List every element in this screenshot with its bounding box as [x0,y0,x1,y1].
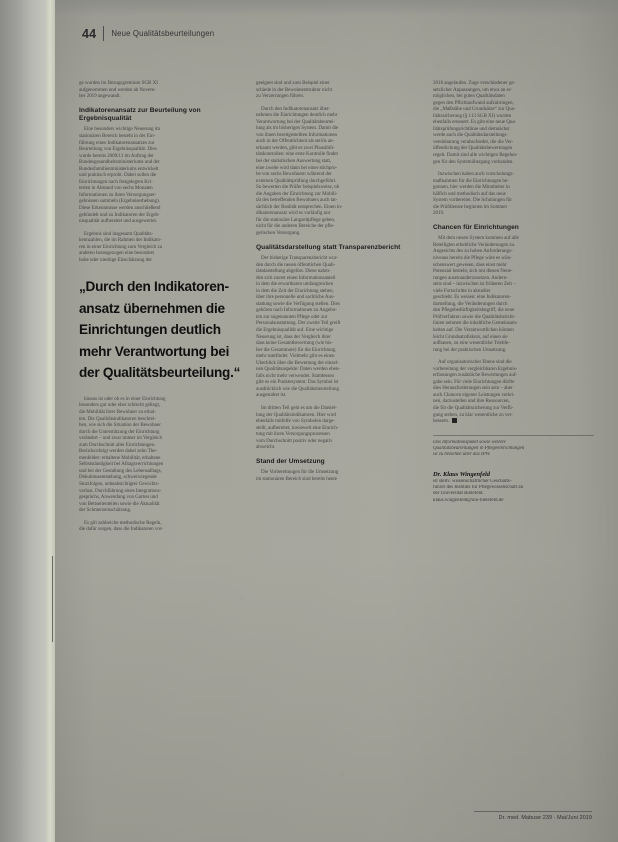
text-line: erfassungen zusätzliche Bewertungen auf- [433,372,518,379]
text-line: ge wurden im Bezugsgremium SGB XI [79,80,158,86]
column-2 [256,80,417,780]
para-column2-continuation [256,80,417,100]
text-line: Potenzial besteht, sich mit diesen Neue- [433,268,513,275]
text-line: abweicht. [256,444,276,451]
pull-quote [79,276,240,384]
pull-quote-line: mehr Verantwortung bei [79,343,230,359]
author-name: Dr. Klaus Wingenfeld [433,470,490,478]
text-line: die dafür sorgen, dass die Indikatoren vor- [79,526,164,533]
author-bio-line: führer des Instituts für Pflegewissenschaft an [433,485,524,491]
text-line: und praktisch erprobt. Dabei sollen die [79,172,157,179]
author-bio [433,479,594,504]
text-line: gesprächs, Anwendung von Gurten und [79,494,158,501]
page-number: 44 [82,26,97,41]
text-line: ausgestaltet ist. [256,392,287,399]
author-bio-line: der Universität Bielefeld. [433,491,484,497]
text-line: 2019. [433,210,445,217]
text-line: dass keine Gesamtbewertung (wie bis- [256,340,333,347]
text-line: den sich zuerst einen Informationsanteil [256,274,336,281]
text-line: Einrichtungen nach festgelegten Kri- [79,178,153,185]
para-continuation [79,80,240,100]
footer-rule [474,811,592,812]
text-line: schenswert gewesen, dass einst mehr [433,261,507,268]
text-line: den durch die neuen öffentlichen Quali- [256,261,336,268]
text-line: aufgenommen und werden ab Novem- [79,86,156,93]
text-line: öffentlichung der Qualitätsbewertungen [433,145,513,152]
text-line: Ergebnis sind insgesamt Qualitäts- [84,230,154,237]
column-1 [79,80,240,780]
text-line: Personalausstattung. Der zweite Teil greift [256,320,341,327]
running-head-divider [103,26,104,41]
text-line: wurde bereits 2009/11 im Auftrag der [79,152,154,159]
text-line: verändert – und zwar immer im Vergleich [79,435,163,442]
text-line: nen Qualitätsaspekte: Daten werden eben- [256,366,340,373]
text-line: den Pflegebedürftigkeitsbegriff, die neue [433,307,515,314]
scan-left-shadow [0,0,52,842]
text-line: schiede in der Bewohnerstruktur nicht [256,86,332,93]
text-line: nicht für die anderen Bereiche der pfle- [256,223,335,230]
text-line: niveaus bereits die Pflege wäre es wün- [433,254,512,261]
text-line: geschieht. Es weisen: eine Indikatoren- [433,294,511,301]
text-line: Neuerung ist, dass der Vergleich ihrer [256,333,331,340]
text-line: lung der Qualitätsindikatoren. Hier wird [256,411,336,418]
page-top-shadow [55,0,618,16]
text-line: die Angaben der Einrichtung zur Mobili- [256,190,338,197]
text-line: zum Durchschnitt aller Einrichtungen. [79,441,156,448]
text-line: von ihnen bereitgestellten Informationen [256,131,338,138]
para-indikatoren-2 [79,231,240,264]
text-line: vorbereitung der vergleichbaren Ergebnis- [433,365,518,372]
text-line: lung als im bisherigen System. Damit die [256,125,339,132]
text-line: auch Chancen eigener Leistungen verlei- [433,391,515,398]
text-line: stattung sowie die Verfügung stellen. Dies [256,300,340,307]
text-line: dikatorenansatz wird es vorläufig nur [256,210,331,217]
text-line: Auf organisatorischer Ebene sind die [438,359,512,366]
text-line: gehören nach Informationen zu Angebo- [256,307,337,314]
text-line: her die Gesamtnote) für die Einrichtung [256,346,336,353]
text-line: Sturzfolgen, unbeabsichtigter Gewichts- [79,481,160,487]
magazine-page [55,0,618,842]
text-line: externen Qualitätsprüfung durchgeführt. [256,177,337,184]
text-line: aufbauen, zu eine wesentliche Triebfe- [433,340,510,347]
text-line: die Prüfdienste beginnen im Sommer [433,203,508,210]
text-line: vom Durchschnitt positiv oder negativ [256,437,333,444]
text-line: hinaus ist oder ob es in einer Einrichtung [84,395,166,402]
text-line: gebnissen sammeln (Ergebniserhebung). [79,198,160,205]
text-line: gegen den Pflichtaufwand aufzubringen, [433,99,514,106]
text-line: keiten auf. Die Verantwortlichen können [433,327,514,333]
text-line: Überblick über die Bewertung der einzel- [256,359,339,366]
text-line: tung mit ihren Versorgungsprozessen [256,431,330,438]
text-line: Durch den Indikatorenansatz über- [261,105,331,112]
text-line: Bundesgesundheitsministeriums und der [79,159,160,166]
text-line: geeignet sind und zum Beispiel einer [256,80,330,86]
text-line: System vorbereitet. Die Schulungen für [433,197,512,204]
text-line: litätsprüfungsrichtlinie und demnächst [433,125,510,132]
text-line: über ihre personelle und sachliche Aus- [256,294,335,301]
text-line: terien in Abstand von sechs Monaten [79,185,153,192]
text-line: ten zur sogenannten Pflege oder zur [256,313,328,320]
text-line: setzlicher Anpassungen, um etwa an er- [433,86,512,93]
text-line: ebenfalls erneuert. Es gibt eine neue Qua- [433,119,517,126]
text-line: die Mobilität ihrer Bewohner zu erhal- [79,408,156,415]
text-line: gerischen Versorgung. [256,230,301,237]
text-line: 2018 angelaufen. Zuge verschiedener ge- [433,80,516,86]
article-columns [79,80,595,780]
text-line: sächlich der Realität entsprechen. Einen in- [256,203,343,210]
text-line: nisqualität aufbereitet und ausgewertet. [79,218,158,225]
text-line: Beteiligten erhebliche Veränderungen zu. [433,241,516,248]
text-line: dies Herausforderungen sein sein – aber [433,385,513,392]
text-line: Inzwischen haben auch vorschulungs- [438,171,514,178]
text-line: darstellung, die Veränderungen durch [433,300,508,307]
text-line: tätsdarstellung abgelöst. Diese nahm- [256,268,331,275]
text-line: und bei der Gestaltung des Lebensalltags, [79,467,162,474]
text-line: ren in einer Einrichtung zum Vergleich zu [79,243,163,250]
running-head [82,26,214,41]
text-line: litätssicherung (§ 113 SGB XI) wurden [433,112,512,119]
credit-note-line: ist zu beziehen über das IPW. [433,451,491,457]
text-line: rung bei der praktischen Umsetzung. [433,346,507,353]
text-line: mehr stattfindet. Vielmehr gibt es einen [256,353,335,360]
text-line: der Schmerzeinschätzung. [79,507,132,514]
text-line: gibt es ein Punktesystem: Das Symbol ist [256,379,339,386]
text-line: in dem die erwartbaren umfangreichen [256,281,334,288]
spine-crease-line [52,556,53,642]
text-line: menfelder: erhaltene Mobilität, erhaltene [79,454,161,461]
text-line: zu Verzerrungen führen. [256,93,305,100]
text-line: Mit dem neuen System kommen auf alle [438,235,519,242]
running-head-title: Neue Qualitätsbeurteilungen [111,29,215,38]
text-line: rungen auseinanderzusetzen. Andern- [433,274,508,281]
text-line: gung stehen, zu klar wesentliche zu ver- [433,411,513,418]
text-line: Es gilt zahlreiche methodische Regeln, [84,519,162,526]
text-line: be von sechs Bewohnern während der [256,171,332,178]
pull-quote-line: Einrichtungen deutlich [79,322,221,338]
para-transparenz-1 [256,255,417,399]
text-line: hälfich und methodisch auf das neue [433,190,506,197]
para-chancen-1 [433,235,594,353]
text-line: Dekubitusentstehung, schwerwiegende [79,474,157,481]
text-line: die Ergebnisqualität auf. Eine wichtige [256,327,334,333]
text-line: bei der statistischen Auswertung statt, [256,158,332,165]
text-line: die „Maßstäbe und Grundsätze“ zur Qua- [433,106,516,113]
text-line: die für die Qualitätssicherung zur Verfü- [433,405,514,412]
text-line: kennzahlen, die im Rahmen der Indikato- [79,237,162,244]
text-line: viele Fortschritte in aktueller [433,287,491,294]
para-indikatoren-3 [79,396,240,514]
text-line: vereinbarung verabschiedet, die die Ver- [433,138,514,145]
text-line: linien nehmen die inhaltliche Gemeinsam- [433,320,518,327]
text-line: Berücksichtigt werden dabei zehn The- [79,448,158,455]
heading-qualitaetsdarstellung: Qualitätsdarstellung statt Transparenzbericht [256,243,401,251]
text-line: nehmen die Einrichtungen deutlich mehr [256,112,338,119]
text-line: bessern. [433,418,594,425]
page-footer: Dr. med. Mabuse 239 · Mai/Juni 2019 [498,815,592,821]
pull-quote-line: der Qualitätsbeurteilung.“ [79,365,241,381]
text-line: Eine besonders wichtige Neuerung im [84,126,161,133]
text-line: gebündelt und zu Indikatoren der Ergeb- [79,211,160,218]
text-line: erkannt werden, gibt es zwei Plausibili- [256,144,335,151]
end-of-article-marker [452,418,457,423]
para-indikatoren-4 [79,520,240,533]
text-line: leicht Grundsatzdiskurs, auf einen sie [433,333,508,340]
text-line: ber 2019 angewandt. [79,93,121,100]
text-line: seits sind – inzwischen ist früheren Zeit – [433,281,516,288]
text-line: Im dritten Teil geht es um die Darstel- [261,405,337,412]
para-vorbereitung [433,171,594,217]
text-line: tätskontrollen: eine erste Kontrolle findet [256,151,338,158]
text-line: Angesichts des zu hohen Anforderungs- [433,248,513,255]
text-line: Diese Erkenntnisse werden anschließend [79,205,161,212]
text-line: So bewerten die Prüfer beispielsweise, ob [256,184,340,191]
text-line: falls nicht mehr verwendet. Stattdessen [256,372,334,379]
text-line: stationären Bereich besteht in der Ein- [79,133,156,139]
text-line: gen für den Systemübergang vorhanden. [433,158,514,165]
column-3 [433,80,594,780]
text-line: gabe sein. Für viele Einrichtungen dürfte [433,378,515,385]
text-line: Verantwortung bei der Qualitätsbeurtei- [256,118,336,125]
text-line: ausdrücklich wie die Qualitätsbeurteilung [256,385,339,392]
heading-stand-umsetzung: Stand der Umsetzung [256,457,325,465]
author-block [433,471,594,504]
text-line: auch in der Öffentlichkeit als seriös an- [256,138,335,145]
pull-quote-line: „Durch den Indikatoren- [79,279,229,295]
text-line: Die Vorbereitungen für die Umsetzung [261,469,339,476]
text-line: durch die Unterstützung der Einrichtung [79,428,160,435]
para-verantwortung [256,106,417,237]
text-line: Selbstständigkeit bei Alltagsverrichtungen [79,461,164,468]
text-line: anderen herangezogen eine besonders [79,250,155,257]
book-spine-edge [46,0,55,842]
text-line: hohe oder niedrige Einschätzung der [79,256,152,263]
text-line: in dem die Zeit der Einrichtung stehen, [256,287,334,294]
author-bio-line: ist stellv. wissenschaftlicher Geschäfts- [433,478,512,484]
credit-note-line: Qualitätsbeurteilungen in Pflegeeinrichtungen [433,445,525,451]
para-umsetzung [256,469,417,482]
para-column3-continuation [433,80,594,165]
text-line: ben, wie sich die Situation der Bewohner [79,422,161,429]
text-line: möglichen, bei guten Qualitätsdaten [433,93,505,100]
text-line: tät des betreffenden Bewohners auch tat- [256,197,338,204]
text-line: Informationen zu ihren Versorgungser- [79,191,157,198]
text-line: für die stationäre Langzeitpflege geben, [256,216,336,223]
heading-chancen: Chancen für Einrichtungen [433,223,519,231]
text-line: maßnahmen für die Einrichtungen be- [433,177,509,184]
text-line: führung eines Indikatorenansatzes zur [79,139,155,146]
para-chancen-2 [433,359,594,424]
text-line: von Bettseitenteilen sowie die Aktualität [79,500,160,507]
text-line: eine zweite wird dann bei einer stichpro- [256,164,338,171]
text-line: im stationären Bereich sind bereits heute [256,475,337,482]
text-line: Prüfverfahren sowie die Qualitätsbericht- [433,313,516,320]
text-line: stellt, aufbereitet, inwieweit eine Einrich- [256,424,339,431]
text-line: Beurteilung von Ergebnisqualität. Dies [79,146,157,153]
text-line: nen, darzustellen und ihre Ressourcen, [433,398,510,405]
pull-quote-line: ansatz übernehmen die [79,300,225,316]
heading-indikatorenansatz: Indikatorenansatz zur Beurteilung von Ergebnisqualität [79,106,201,123]
text-line: ten. Die Qualitätsindikatoren beschrei- [79,415,156,422]
text-line: Der bisherige Transparenzbericht wur- [261,254,338,261]
credit-note-line: Das Informationspaket sowie weitere [433,439,506,445]
text-line: Bundesfamilienministeriums entwickelt [79,165,159,172]
text-line: regelt. Damit sind alle wichtigen Regelun- [433,152,518,159]
text-line: gonnen, hier werden die Mitarbeiter in [433,184,510,191]
credit-note [433,435,594,458]
text-line: besonders gut oder eher schlecht gelingt, [79,402,161,409]
text-line: ebenfalls mithilfe von Symbolen darge- [256,418,335,425]
para-transparenz-2 [256,405,417,451]
text-line: werde auch die Qualitätsdarstellungs- [433,132,508,139]
text-line: verlust, Durchführung eines Integrations- [79,487,162,494]
para-indikatoren-1 [79,126,240,224]
author-bio-line: klaus.wingenfeld@uni-bielefeld.de [433,497,504,503]
